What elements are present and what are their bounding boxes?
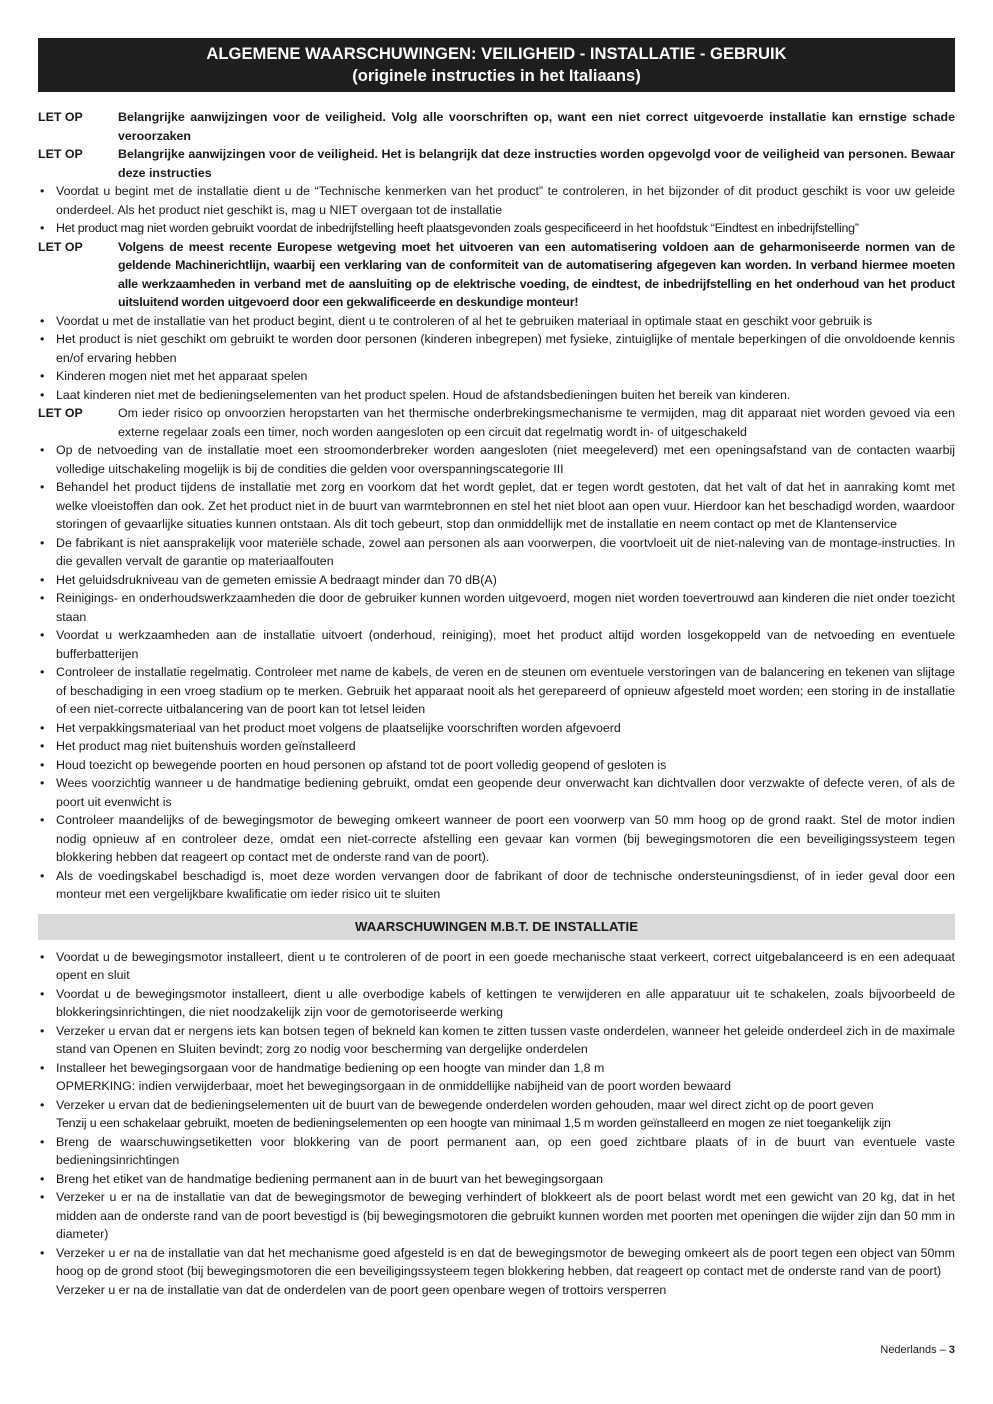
installation-warnings-header: WAARSCHUWINGEN M.B.T. DE INSTALLATIE xyxy=(38,914,955,940)
bullet-item xyxy=(38,182,955,219)
bullet-line: Breng de waarschuwingsetiketten voor blokkering van de poort permanent aan, op een goed zichtbare plaats of in de buurt van eventuele vaste bedieningsinrichtingen xyxy=(56,1134,955,1167)
bullet-icon: • xyxy=(40,1190,45,1204)
bullet-text xyxy=(56,1244,955,1300)
bullet-line: Breng het etiket van de handmatige bediening permanent aan in de buurt van het bewegingsorgaan xyxy=(56,1171,603,1186)
bullet-icon: • xyxy=(40,720,45,735)
bullet-icon: • xyxy=(40,221,45,235)
bullet-line: Installeer het bewegingsorgaan voor de handmatige bediening op een hoogte van minder dan 1,8 m xyxy=(56,1060,605,1075)
bullet-item xyxy=(38,867,955,904)
bullet-note: Tenzij u een schakelaar gebruikt, moeten de bedieningselementen op een hoogte van minimaal 1,5 m worden geïnstalleerd en mogen ze niet toegankelijk zijn xyxy=(56,1116,891,1130)
bullet-icon: • xyxy=(40,665,45,679)
let-op-text: Belangrijke aanwijzingen voor de veiligheid. Het is belangrijk dat deze instructies worden opgevolgd voor de veiligheid van personen. Bewaar deze instructies xyxy=(118,147,955,180)
bullet-icon: • xyxy=(40,184,45,198)
bullet-item xyxy=(38,312,955,331)
bullet-item xyxy=(38,985,955,1022)
bullet-icon: • xyxy=(40,813,45,827)
let-op-text: Om ieder risico op onvoorzien heropstarten van het thermische onderbrekingsmechanisme te vermijden, mag dit apparaat niet worden gevoed via een externe regelaar zoals een timer, noch worden aangesloten op een circuit dat regelmatig wordt in- of uitgeschakeld xyxy=(118,406,955,439)
page-number: 3 xyxy=(948,1344,955,1356)
bullet-item xyxy=(38,1244,955,1300)
bullet-icon: • xyxy=(40,986,45,1001)
bullet-item xyxy=(38,367,955,386)
bullet-text xyxy=(56,1059,955,1096)
bullet-text: Het product mag niet buitenshuis worden geïnstalleerd xyxy=(56,739,356,753)
bullet-item xyxy=(38,1059,955,1096)
bullet-icon: • xyxy=(40,1245,45,1260)
bullet-icon: • xyxy=(40,572,45,587)
bullet-icon: • xyxy=(40,591,45,605)
bullet-icon: • xyxy=(40,757,45,772)
bullet-item xyxy=(38,219,955,238)
bullet-item xyxy=(38,1170,955,1189)
footer-language: Nederlands – xyxy=(880,1344,946,1356)
bullet-text: De fabrikant is niet aansprakelijk voor materiële schade, zowel aan personen als aan voorwerpen, die voortvloeit uit de niet-naleving van de montage-instructies. In die gevallen vervalt de garantie op materiaalfouten xyxy=(56,535,955,568)
bullet-text: Reinigings- en onderhoudswerkzaamheden die door de gebruiker kunnen worden uitgevoerd, mogen niet worden toevertrouwd aan kinderen die niet onder toezicht staan xyxy=(56,591,955,624)
bullet-text: Als de voedingskabel beschadigd is, moet deze worden vervangen door de fabrikant of door de technische ondersteuningsdienst, of in ieder geval door een monteur met een vergelijkbare kwalificatie om ieder risico uit te sluiten xyxy=(56,868,955,901)
bullet-line: Voordat u de bewegingsmotor installeert, dient u te controleren of de poort in een goede mechanische staat verkeert, correct uitgebalanceerd is en een adequaat opent en sluit xyxy=(56,949,955,982)
bullet-icon: • xyxy=(40,949,45,964)
bullet-icon: • xyxy=(40,1097,45,1112)
bullet-text xyxy=(56,1188,955,1244)
section-general-warnings xyxy=(38,108,955,904)
let-op-label: LET OP xyxy=(38,110,83,124)
bullet-text: Behandel het product tijdens de installatie met zorg en voorkom dat het wordt geplet, dat er tegen wordt gestoten, dat het valt of dat het in aanraking komt met welke vloeistoffen dan ook. Zet het product niet in de buurt van warmtebronnen en stel het niet bloot aan open vuur. Hierdoor kan het beschadigd worden, waardoor storingen of gevaarlijke situaties kunnen ontstaan. Als dit toch gebeurt, stop dan onmiddellijk met de installatie en neem contact op met de Klantenservice xyxy=(56,480,955,531)
bullet-item xyxy=(38,1188,955,1244)
bullet-item xyxy=(38,478,955,534)
bullet-icon: • xyxy=(40,739,45,753)
bullet-text: Het product mag niet worden gebruikt voordat de inbedrijfstelling heeft plaatsgevonden zoals gespecificeerd in het hoofdstuk “Eindtest en inbedrijfstelling” xyxy=(56,221,859,235)
bullet-icon: • xyxy=(40,443,45,457)
bullet-icon: • xyxy=(40,480,45,494)
bullet-line: Verzeker u ervan dat er nergens iets kan botsen tegen of bekneld kan komen te zitten tussen vaste onderdelen, wanneer het geleide onderdeel zich in de maximale stand van Openen en Sluiten bevindt; zorg zo nodig voor bescherming van dergelijke onderdelen xyxy=(56,1023,955,1056)
bullet-icon: • xyxy=(40,776,45,790)
bullet-item xyxy=(38,589,955,626)
bullet-text xyxy=(56,948,955,985)
let-op-item xyxy=(38,404,955,441)
section-installation-warnings xyxy=(38,948,955,1300)
bullet-text: Kinderen mogen niet met het apparaat spelen xyxy=(56,369,308,383)
bullet-note: Verzeker u er na de installatie van dat de onderdelen van de poort geen openbare wegen of trottoirs versperren xyxy=(56,1282,667,1297)
bullet-icon: • xyxy=(40,1023,45,1038)
bullet-item xyxy=(38,737,955,756)
bullet-text: Voordat u werkzaamheden aan de installatie uitvoert (onderhoud, reiniging), moet het product altijd worden losgekoppeld van de netvoeding en eventuele bufferbatterijen xyxy=(56,628,955,661)
bullet-item xyxy=(38,811,955,867)
bullet-text: Laat kinderen niet met de bedieningselementen van het product spelen. Houd de afstandsbedieningen buiten het bereik van kinderen. xyxy=(56,387,791,402)
bullet-item xyxy=(38,719,955,738)
bullet-icon: • xyxy=(40,1060,45,1075)
bullet-icon: • xyxy=(40,628,45,642)
bullet-item xyxy=(38,663,955,719)
let-op-item xyxy=(38,238,955,312)
bullet-icon: • xyxy=(40,535,45,550)
main-title: ALGEMENE WAARSCHUWINGEN: VEILIGHEID - INSTALLATIE - GEBRUIK xyxy=(206,44,787,63)
bullet-item xyxy=(38,534,955,571)
let-op-text: Volgens de meest recente Europese wetgeving moet het uitvoeren van een automatisering voldoen aan de geharmoniseerde normen van de geldende Machinerichtlijn, waarbij een verklaring van de conformiteit van de automatisering afgegeven kan worden. In verband hiermee moeten alle werkzaamheden in verband met de aansluiting op de elektrische voeding, de eindtest, de inbedrijfstelling en het onderhoud van het product uitsluitend worden uitgevoerd door een gekwalificeerde en deskundige monteur! xyxy=(118,239,955,309)
bullet-text: Houd toezicht op bewegende poorten en houd personen op afstand tot de poort volledig geopend of gesloten is xyxy=(56,757,667,772)
bullet-text xyxy=(56,1170,955,1189)
bullet-text xyxy=(56,1022,955,1059)
bullet-text: Op de netvoeding van de installatie moet een stroomonderbreker worden aangesloten (niet meegeleverd) met een openingsafstand van de contacten waarbij volledige uitschakeling mogelijk is bij de condities die gelden voor overspanningscategorie III xyxy=(56,443,955,476)
bullet-text: Voordat u begint met de installatie dient u de “Technische kenmerken van het product” te controleren, in het bijzonder of dit product geschikt is voor uw geleide onderdeel. Als het product niet geschikt is, mag u NIET overgaan tot de installatie xyxy=(56,184,955,217)
bullet-text xyxy=(56,1096,955,1133)
bullet-item xyxy=(38,441,955,478)
bullet-icon: • xyxy=(40,1134,45,1149)
bullet-icon: • xyxy=(40,313,45,328)
bullet-item xyxy=(38,948,955,985)
bullet-note: OPMERKING: indien verwijderbaar, moet het bewegingsorgaan in de onmiddellijke nabijheid van de poort worden bewaard xyxy=(56,1079,731,1093)
bullet-text: Voordat u met de installatie van het product begint, dient u te controleren of al het te gebruiken materiaal in optimale staat en geschikt voor gebruik is xyxy=(56,313,873,328)
bullet-item xyxy=(38,1133,955,1170)
bullet-item xyxy=(38,1022,955,1059)
let-op-label: LET OP xyxy=(38,406,83,420)
bullet-text xyxy=(56,985,955,1022)
page-footer xyxy=(880,1343,955,1358)
let-op-text: Belangrijke aanwijzingen voor de veiligheid. Volg alle voorschriften op, want een niet correct uitgevoerde installatie kan ernstige schade veroorzaken xyxy=(118,110,955,143)
bullet-icon: • xyxy=(40,332,45,346)
main-header xyxy=(38,38,955,92)
bullet-item xyxy=(38,386,955,405)
bullet-item xyxy=(38,330,955,367)
bullet-text: Het geluidsdrukniveau van de gemeten emissie A bedraagt minder dan 70 dB(A) xyxy=(56,572,497,587)
bullet-line: Verzeker u er na de installatie van dat de bewegingsmotor de beweging verhindert of blokkeert als de poort belast wordt met een gewicht van 20 kg, dat in het midden aan de onderste rand van de poort bevestigd is (bij bewegingsmotoren die gebruikt kunnen worden met poorten met openingen die wijder zijn dan 50 mm in diameter) xyxy=(56,1190,955,1241)
bullet-icon: • xyxy=(40,1171,45,1186)
bullet-text: Controleer de installatie regelmatig. Controleer met name de kabels, de veren en de steunen om eventuele verstoringen van de balancering en tekenen van slijtage of beschadiging in een vroeg stadium op te merken. Gebruik het apparaat nooit als het gerepareerd of opnieuw afgesteld moet worden; een storing in de installatie of een niet-correcte uitbalancering van de poort kan tot letsel leiden xyxy=(56,665,955,716)
let-op-item xyxy=(38,145,955,182)
bullet-item xyxy=(38,774,955,811)
let-op-label: LET OP xyxy=(38,239,83,254)
bullet-text: Wees voorzichtig wanneer u de handmatige bediening gebruikt, omdat een geopende deur onverwacht kan dichtvallen door verzwakte of defecte veren, of als de poort uit evenwicht is xyxy=(56,776,955,809)
bullet-line: Verzeker u ervan dat de bedieningselementen uit de buurt van de bewegende onderdelen worden gehouden, maar wel direct zicht op de poort geven xyxy=(56,1097,874,1112)
bullet-item xyxy=(38,1096,955,1133)
bullet-text xyxy=(56,1133,955,1170)
let-op-label: LET OP xyxy=(38,147,83,161)
bullet-icon: • xyxy=(40,868,45,883)
bullet-icon: • xyxy=(40,387,45,402)
bullet-icon: • xyxy=(40,369,45,383)
bullet-text: Controleer maandelijks of de bewegingsmotor de beweging omkeert wanneer de poort een voorwerp van 50 mm hoog op de grond raakt. Stel de motor indien nodig opnieuw af en controleer deze, omdat een niet-correcte afstelling een gevaar kan vormen (bij bewegingsmotoren die een beveiligingssysteem tegen blokkering hebben dat reageert op contact met de onderste rand van de poort). xyxy=(56,813,955,864)
bullet-text: Het verpakkingsmateriaal van het product moet volgens de plaatselijke voorschriften worden afgevoerd xyxy=(56,720,621,735)
main-subtitle: (originele instructies in het Italiaans) xyxy=(352,66,641,85)
bullet-item xyxy=(38,756,955,775)
content xyxy=(38,108,955,1299)
bullet-text: Het product is niet geschikt om gebruikt te worden door personen (kinderen inbegrepen) met fysieke, zintuiglijke of mentale beperkingen of die onvoldoende kennis en/of ervaring hebben xyxy=(56,332,955,365)
bullet-item xyxy=(38,626,955,663)
bullet-line: Voordat u de bewegingsmotor installeert, dient u alle overbodige kabels of kettingen te verwijderen en alle apparatuur uit te schakelen, zoals bijvoorbeeld de blokkeringsinrichtingen, die niet noodzakelijk zijn voor de gemotoriseerde werking xyxy=(56,986,955,1019)
bullet-item xyxy=(38,571,955,590)
let-op-item xyxy=(38,108,955,145)
bullet-line: Verzeker u er na de installatie van dat het mechanisme goed afgesteld is en dat de bewegingsmotor de beweging omkeert als de poort tegen een object van 50mm hoog op de grond stoot (bij bewegingsmotoren die een beveiligingssysteem tegen blokkering hebben, dat reageert op contact met de onderste rand van de poort) xyxy=(56,1245,955,1278)
